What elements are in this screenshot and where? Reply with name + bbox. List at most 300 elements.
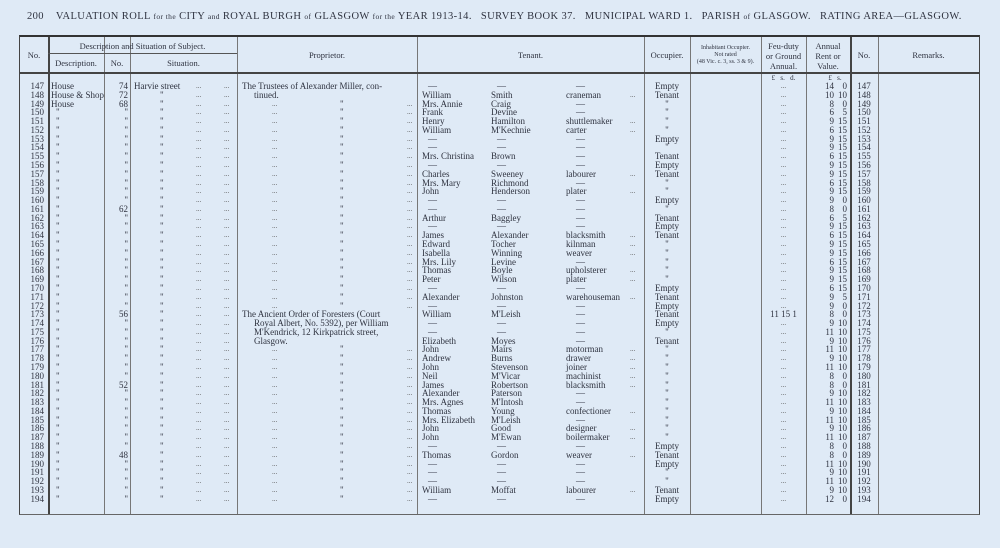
proprietor-ditto: " xyxy=(340,116,344,127)
ellipsis: ... xyxy=(224,301,230,310)
tenant-surname: M'Leish xyxy=(491,309,521,320)
tenant-first-name: Mrs. Mary xyxy=(422,177,461,188)
street-number: " xyxy=(124,160,128,171)
tenant-first-name: — xyxy=(428,142,437,153)
ellipsis: ... xyxy=(630,450,636,459)
situation-ditto: " xyxy=(160,203,164,214)
tenant-first-name: John xyxy=(422,432,440,443)
header-line: Annual xyxy=(815,41,841,51)
ellipsis: ... xyxy=(272,494,278,503)
street-number: " xyxy=(124,186,128,197)
ellipsis: ... xyxy=(224,336,230,345)
tenant-first-name: James xyxy=(422,230,444,241)
ellipsis: ... xyxy=(272,266,278,275)
proprietor-ditto: " xyxy=(340,230,344,241)
ellipsis: ... xyxy=(272,362,278,371)
rent-shillings: 15 xyxy=(838,230,847,241)
description: " xyxy=(56,291,60,302)
tenant-occupation: blacksmith xyxy=(566,379,606,390)
proprietor: M'Kendrick, 12 Kirkpatrick street, xyxy=(254,326,379,337)
situation-ditto: " xyxy=(160,476,164,487)
ellipsis: ... xyxy=(407,134,413,143)
street-number: " xyxy=(124,370,128,381)
description: " xyxy=(56,116,60,127)
rent-pounds: 8 xyxy=(829,203,834,214)
ellipsis: ... xyxy=(196,90,202,99)
ellipsis: ... xyxy=(196,398,202,407)
ellipsis: ... xyxy=(272,345,278,354)
tenant-first-name: — xyxy=(428,476,437,487)
occupier: Tenant xyxy=(654,484,680,495)
tenant-first-name: John xyxy=(422,186,440,197)
header-remarks: Remarks. xyxy=(912,50,945,60)
entry-number-right: 177 xyxy=(857,344,871,355)
ellipsis: ... xyxy=(196,125,202,134)
ellipsis: ... xyxy=(630,187,636,196)
ellipsis: ... xyxy=(196,468,202,477)
occupier: " xyxy=(665,379,669,390)
feu-duty: ... xyxy=(780,108,787,117)
occupier: Tenant xyxy=(654,230,680,241)
description: " xyxy=(56,405,60,416)
occupier: " xyxy=(665,353,669,364)
ellipsis: ... xyxy=(196,108,202,117)
entry-number-right: 157 xyxy=(857,168,871,179)
entry-number: 192 xyxy=(30,476,44,487)
tenant-first-name: Mrs. Elizabeth xyxy=(422,414,475,425)
tenant-surname: Alexander xyxy=(491,230,529,241)
ellipsis: ... xyxy=(224,345,230,354)
proprietor-ditto: " xyxy=(340,388,344,399)
ellipsis: ... xyxy=(407,178,413,187)
proprietor: The Ancient Order of Foresters (Court xyxy=(242,309,381,320)
tenant-occupation: plater xyxy=(566,274,587,285)
proprietor-ditto: " xyxy=(340,151,344,162)
tenant-first-name: William xyxy=(422,484,452,495)
rent-shillings: 10 xyxy=(838,476,847,487)
tenant-surname: Winning xyxy=(491,247,523,258)
tenant-occupation: motorman xyxy=(566,344,603,355)
ellipsis: ... xyxy=(224,90,230,99)
description: " xyxy=(56,493,60,504)
rent-shillings: 10 xyxy=(838,388,847,399)
entry-number-right: 148 xyxy=(857,89,871,100)
tenant-occupation: weaver xyxy=(566,449,592,460)
feu-duty: ... xyxy=(780,380,787,389)
rent-pounds: 6 xyxy=(829,177,834,188)
rent-shillings: 10 xyxy=(838,318,847,329)
proprietor-ditto: " xyxy=(340,440,344,451)
entry-number-right: 186 xyxy=(857,423,871,434)
rent-shillings: 0 xyxy=(842,493,847,504)
entry-number-right: 155 xyxy=(857,151,871,162)
ellipsis: ... xyxy=(196,240,202,249)
tenant-occupation: labourer xyxy=(566,168,596,179)
tenant-first-name: — xyxy=(428,133,437,144)
ellipsis: ... xyxy=(196,222,202,231)
tenant-occupation: — xyxy=(576,221,585,232)
ellipsis: ... xyxy=(224,362,230,371)
rent-shillings: 0 xyxy=(842,300,847,311)
occupier: Tenant xyxy=(654,309,680,320)
ellipsis: ... xyxy=(272,152,278,161)
tenant-occupation: confectioner xyxy=(566,405,611,416)
description: " xyxy=(56,318,60,329)
description: " xyxy=(56,414,60,425)
ellipsis: ... xyxy=(224,319,230,328)
rent-shillings: 15 xyxy=(838,160,847,171)
tenant-first-name: — xyxy=(428,160,437,171)
feu-duty: ... xyxy=(780,213,787,222)
rent-shillings: 10 xyxy=(838,353,847,364)
street-number: " xyxy=(124,353,128,364)
ellipsis: ... xyxy=(224,459,230,468)
feu-duty: ... xyxy=(780,248,787,257)
rent-pounds: 8 xyxy=(829,440,834,451)
situation: Harvie street xyxy=(134,81,181,91)
street-number: " xyxy=(124,212,128,223)
proprietor-ditto: " xyxy=(340,432,344,443)
street-number: " xyxy=(124,239,128,250)
occupier: " xyxy=(665,203,669,214)
rent-pounds: 6 xyxy=(829,212,834,223)
situation-ditto: " xyxy=(160,335,164,346)
ellipsis: ... xyxy=(407,248,413,257)
tenant-surname: — xyxy=(497,467,506,478)
entry-number: 149 xyxy=(30,98,44,109)
occupier: Empty xyxy=(655,440,679,451)
ellipsis: ... xyxy=(407,99,413,108)
situation-ditto: " xyxy=(160,388,164,399)
tenant-occupation: — xyxy=(576,493,585,504)
street-number: 52 xyxy=(119,379,128,390)
situation-ditto: " xyxy=(160,423,164,434)
ellipsis: ... xyxy=(224,468,230,477)
occupier: Tenant xyxy=(654,291,680,302)
rent-shillings: 15 xyxy=(838,239,847,250)
feu-duty: ... xyxy=(780,134,787,143)
ellipsis: ... xyxy=(630,266,636,275)
entry-number: 154 xyxy=(30,142,44,153)
tenant-first-name: — xyxy=(428,493,437,504)
ellipsis: ... xyxy=(407,354,413,363)
proprietor-ditto: " xyxy=(340,160,344,171)
ellipsis: ... xyxy=(407,406,413,415)
ellipsis: ... xyxy=(224,248,230,257)
street-number: " xyxy=(124,458,128,469)
feu-duty: ... xyxy=(780,327,787,336)
unit-pounds: £ xyxy=(771,74,776,82)
ellipsis: ... xyxy=(196,196,202,205)
occupier: Tenant xyxy=(654,449,680,460)
header-description-group: Description and Situation of Subject. xyxy=(79,41,206,51)
tenant-surname: — xyxy=(497,142,506,153)
ellipsis: ... xyxy=(272,240,278,249)
street-number: 74 xyxy=(119,81,128,91)
entry-number-right: 161 xyxy=(857,203,871,214)
feu-duty: 11 15 1 xyxy=(770,309,797,320)
entry-number-right: 150 xyxy=(857,107,871,118)
title-text: for the xyxy=(153,12,177,21)
occupier: " xyxy=(665,177,669,188)
tenant-first-name: — xyxy=(428,318,437,329)
tenant-occupation: — xyxy=(576,388,585,399)
rent-pounds: 6 xyxy=(829,151,834,162)
rent-pounds: 9 xyxy=(829,335,834,346)
proprietor-ditto: " xyxy=(340,247,344,258)
situation-ditto: " xyxy=(160,361,164,372)
rent-shillings: 0 xyxy=(842,195,847,206)
ellipsis: ... xyxy=(224,99,230,108)
entry-number: 162 xyxy=(30,212,44,223)
feu-duty: ... xyxy=(780,152,787,161)
entry-number: 189 xyxy=(30,449,44,460)
ellipsis: ... xyxy=(224,187,230,196)
ellipsis: ... xyxy=(630,117,636,126)
ellipsis: ... xyxy=(630,275,636,284)
rent-pounds: 11 xyxy=(825,326,834,337)
tenant-occupation: — xyxy=(576,326,585,337)
entry-number: 151 xyxy=(30,116,44,127)
description: " xyxy=(56,274,60,285)
title-text: CITY xyxy=(179,11,205,22)
feu-duty: ... xyxy=(780,362,787,371)
rent-pounds: 9 xyxy=(829,239,834,250)
entry-number-right: 172 xyxy=(857,300,871,311)
ellipsis: ... xyxy=(272,441,278,450)
entry-number-right: 153 xyxy=(857,133,871,144)
proprietor-ditto: " xyxy=(340,476,344,487)
rent-pounds: 9 xyxy=(829,405,834,416)
ellipsis: ... xyxy=(196,82,202,90)
ellipsis: ... xyxy=(272,231,278,240)
ellipsis: ... xyxy=(272,415,278,424)
ellipsis: ... xyxy=(407,108,413,117)
description: " xyxy=(56,309,60,320)
occupier: Tenant xyxy=(654,89,680,100)
rent-pounds: 6 xyxy=(829,230,834,241)
ellipsis: ... xyxy=(224,477,230,486)
ellipsis: ... xyxy=(272,292,278,301)
ellipsis: ... xyxy=(224,266,230,275)
entry-number-right: 175 xyxy=(857,326,871,337)
tenant-surname: Burns xyxy=(491,353,513,364)
description: " xyxy=(56,151,60,162)
entry-number: 172 xyxy=(30,300,44,311)
tenant-surname: — xyxy=(497,493,506,504)
situation-ditto: " xyxy=(160,300,164,311)
situation-ditto: " xyxy=(160,458,164,469)
ellipsis: ... xyxy=(224,354,230,363)
tenant-surname: — xyxy=(497,160,506,171)
ellipsis: ... xyxy=(407,398,413,407)
street-number: " xyxy=(124,142,128,153)
description: " xyxy=(56,186,60,197)
tenant-surname: — xyxy=(497,476,506,487)
rent-shillings: 10 xyxy=(838,335,847,346)
occupier: Empty xyxy=(655,160,679,171)
tenant-first-name: James xyxy=(422,379,444,390)
rent-pounds: 9 xyxy=(829,467,834,478)
tenant-occupation: — xyxy=(576,282,585,293)
rent-pounds: 8 xyxy=(829,309,834,320)
ellipsis: ... xyxy=(630,231,636,240)
description: " xyxy=(56,397,60,408)
occupier: " xyxy=(665,361,669,372)
tenant-surname: M'Intosh xyxy=(491,397,524,408)
situation-ditto: " xyxy=(160,151,164,162)
street-number: 48 xyxy=(119,449,128,460)
description: " xyxy=(56,221,60,232)
ellipsis: ... xyxy=(272,424,278,433)
ellipsis: ... xyxy=(272,196,278,205)
description: " xyxy=(56,467,60,478)
street-number: " xyxy=(124,388,128,399)
occupier: Empty xyxy=(655,318,679,329)
entry-number: 174 xyxy=(30,318,44,329)
feu-duty: ... xyxy=(780,319,787,328)
tenant-first-name: Thomas xyxy=(422,405,451,416)
proprietor-ditto: " xyxy=(340,221,344,232)
entry-number: 157 xyxy=(30,168,44,179)
tenant-first-name: John xyxy=(422,423,440,434)
description: " xyxy=(56,177,60,188)
entry-number: 190 xyxy=(30,458,44,469)
tenant-occupation: kilnman xyxy=(566,239,596,250)
rent-pounds: 8 xyxy=(829,379,834,390)
tenant-first-name: — xyxy=(428,221,437,232)
street-number: " xyxy=(124,291,128,302)
proprietor-ditto: " xyxy=(340,274,344,285)
situation-ditto: " xyxy=(160,265,164,276)
entry-number-right: 164 xyxy=(857,230,871,241)
ellipsis: ... xyxy=(224,161,230,170)
ellipsis: ... xyxy=(407,433,413,442)
ellipsis: ... xyxy=(196,345,202,354)
feu-units xyxy=(761,75,806,82)
rent-shillings: 15 xyxy=(838,142,847,153)
entry-number-right: 166 xyxy=(857,247,871,258)
entry-number: 159 xyxy=(30,186,44,197)
ellipsis: ... xyxy=(407,196,413,205)
entry-number: 147 xyxy=(30,81,44,91)
entry-number-right: 184 xyxy=(857,405,871,416)
ellipsis: ... xyxy=(630,433,636,442)
street-number: " xyxy=(124,467,128,478)
tenant-surname: — xyxy=(497,326,506,337)
street-number: " xyxy=(124,168,128,179)
description: " xyxy=(56,212,60,223)
ellipsis: ... xyxy=(224,240,230,249)
ellipsis: ... xyxy=(630,362,636,371)
ellipsis: ... xyxy=(272,134,278,143)
street-number: " xyxy=(124,177,128,188)
tenant-occupation: — xyxy=(576,151,585,162)
tenant-first-name: Thomas xyxy=(422,265,451,276)
entry-number: 153 xyxy=(30,133,44,144)
ellipsis: ... xyxy=(272,108,278,117)
street-number: " xyxy=(124,116,128,127)
occupier: Empty xyxy=(655,81,679,91)
entry-number: 170 xyxy=(30,282,44,293)
entry-number: 160 xyxy=(30,195,44,206)
tenant-surname: Baggley xyxy=(491,212,521,223)
feu-duty: ... xyxy=(780,125,787,134)
entry-number: 163 xyxy=(30,221,44,232)
proprietor-ditto: " xyxy=(340,344,344,355)
tenant-surname: Mairs xyxy=(491,344,512,355)
rent-shillings: 0 xyxy=(842,81,847,91)
feu-duty: ... xyxy=(780,433,787,442)
rent-pounds: 9 xyxy=(829,221,834,232)
entry-number-right: 149 xyxy=(857,98,871,109)
entry-number: 191 xyxy=(30,467,44,478)
entry-number: 167 xyxy=(30,256,44,267)
street-number: " xyxy=(124,326,128,337)
title-text: of xyxy=(304,12,312,21)
tenant-first-name: Mrs. Annie xyxy=(422,98,463,109)
rent-pounds: 9 xyxy=(829,116,834,127)
tenant-occupation: — xyxy=(576,81,585,91)
entry-number: 158 xyxy=(30,177,44,188)
ellipsis: ... xyxy=(272,406,278,415)
tenant-first-name: — xyxy=(428,81,437,91)
rent-pounds: 8 xyxy=(829,370,834,381)
situation-ditto: " xyxy=(160,440,164,451)
tenant-occupation: — xyxy=(576,98,585,109)
ellipsis: ... xyxy=(196,213,202,222)
feu-duty: ... xyxy=(780,90,787,99)
ellipsis: ... xyxy=(196,424,202,433)
situation-ditto: " xyxy=(160,168,164,179)
rent-shillings: 10 xyxy=(838,467,847,478)
tenant-occupation: carter xyxy=(566,124,587,135)
ellipsis: ... xyxy=(272,187,278,196)
proprietor-ditto: " xyxy=(340,300,344,311)
occupier: " xyxy=(665,397,669,408)
municipal-ward: MUNICIPAL WARD 1. xyxy=(584,11,693,22)
tenant-occupation: craneman xyxy=(566,89,601,100)
entry-number-right: 188 xyxy=(857,440,871,451)
rent-pounds: 11 xyxy=(825,397,834,408)
situation-ditto: " xyxy=(160,116,164,127)
tenant-surname: Gordon xyxy=(491,449,519,460)
header-situation: Situation. xyxy=(167,58,200,68)
street-number: 56 xyxy=(119,309,128,320)
ellipsis: ... xyxy=(196,354,202,363)
ellipsis: ... xyxy=(224,415,230,424)
ellipsis: ... xyxy=(407,169,413,178)
ellipsis: ... xyxy=(196,362,202,371)
tenant-first-name: Alexander xyxy=(422,388,460,399)
ellipsis: ... xyxy=(407,380,413,389)
tenant-first-name: Charles xyxy=(422,168,450,179)
ellipsis: ... xyxy=(407,240,413,249)
tenant-surname: — xyxy=(497,203,506,214)
rent-shillings: 15 xyxy=(838,256,847,267)
rent-shillings: 15 xyxy=(838,177,847,188)
proprietor: Royal Albert, No. 5392), per William xyxy=(254,318,389,329)
proprietor-ditto: " xyxy=(340,291,344,302)
description: " xyxy=(56,335,60,346)
description: " xyxy=(56,124,60,135)
ellipsis: ... xyxy=(224,257,230,266)
situation-ditto: " xyxy=(160,124,164,135)
tenant-occupation: — xyxy=(576,318,585,329)
tenant-occupation: — xyxy=(576,256,585,267)
tenant-surname: — xyxy=(497,282,506,293)
tenant-first-name: Frank xyxy=(422,107,443,118)
